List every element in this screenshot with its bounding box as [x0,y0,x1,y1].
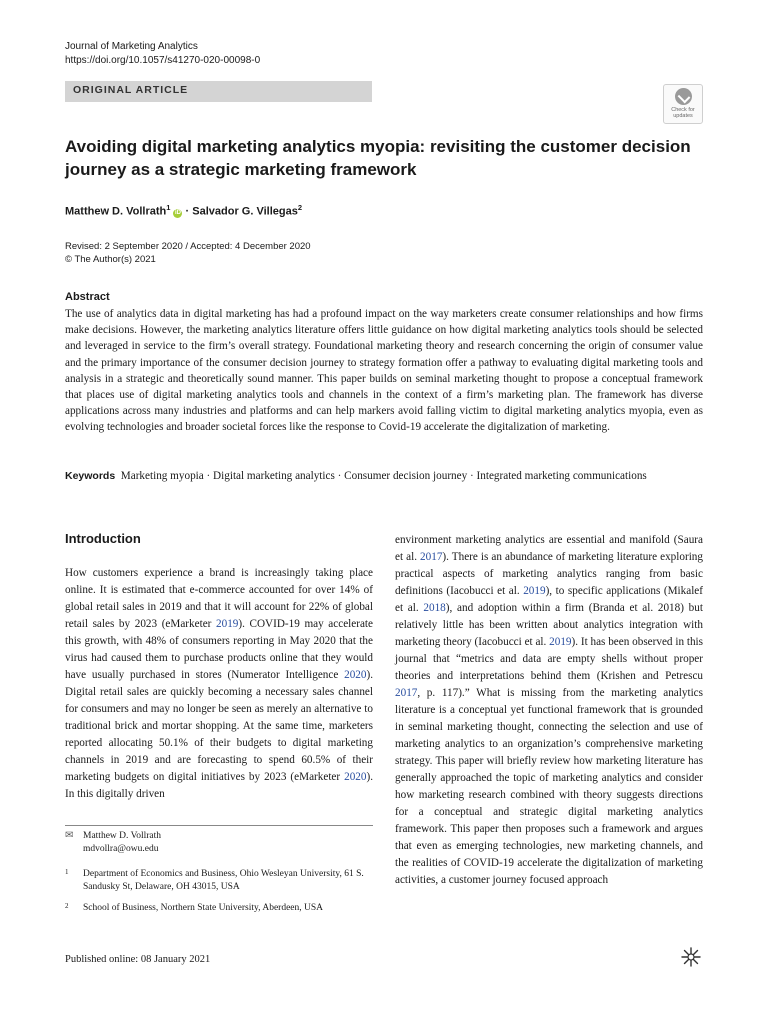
keywords-text: Marketing myopia · Digital marketing analytics · Consumer decision journey · Integrated marketing communications [120,470,647,482]
footnote-2-text: School of Business, Northern State University, Aberdeen, USA [83,903,324,913]
author-2[interactable]: Salvador G. Villegas [192,205,298,218]
citation-link[interactable]: 2017 [420,551,443,563]
author-separator: · [185,205,193,218]
citation-link[interactable]: 2019 [523,585,546,597]
article-type-label: ORIGINAL ARTICLE [73,84,189,96]
footnote-2 [65,902,365,915]
check-updates-line2: updates [673,113,693,119]
body-text: ), to specific applications (Mikalef et al. [395,585,703,614]
springer-horse-icon [680,946,702,968]
revised-accepted: Revised: 2 September 2020 / Accepted: 4 December 2020 [65,241,311,252]
published-date: Published online: 08 January 2021 [65,954,211,965]
corresponding-author [65,830,365,855]
citation-link[interactable]: 2020 [344,669,367,681]
abstract-text: The use of analytics data in digital marketing has had a profound impact on the way marketers create consumer relationships and how firms make decisions. However, the marketing analytics literature offers little guidance on how digital marketing analytics tools should be selected and leveraged in service to the firm’s overall strategy. Foundational marketing theory and research concerning the origin of consumer value and the primary importance of the consumer decision journey to strategy formation offer a pathway to evaluating digital marketing tools and analysis in a strategic and theoretically sound manner. This paper builds on seminal marketing thought to propose a conceptual framework that places use of digital marketing analytics tools and channels in the context of a firm’s marketing plan. The framework has diverse applications across many industries and platforms and can help markers avoid falling victim to digital marketing analytics myopia, even as evolving technologies and broader societal forces like the response to Covid-19 accelerate the digitalization of marketing. [65,308,703,434]
citation-link[interactable]: 2020 [344,771,367,783]
body-text: ), and adoption within a firm (Branda et al. 2018) but relatively little has been written about analytics integration with marketing theory (Iacobucci et al. [395,602,703,648]
check-updates-line1: Check for [671,107,695,113]
citation-link[interactable]: 2017 [395,687,418,699]
footnote-2-number: 2 [65,902,69,910]
doi-link[interactable]: https://doi.org/10.1057/s41270-020-00098-0 [65,55,261,66]
keywords [65,468,703,484]
footnote-1 [65,868,365,893]
author-list [65,203,302,218]
corresponding-name: Matthew D. Vollrath [83,831,162,841]
citation-link[interactable]: 2018 [423,602,446,614]
article-dates [65,240,311,266]
introduction-heading: Introduction [65,531,141,546]
intro-left-column [65,565,373,803]
body-text: How customers experience a brand is increasingly taking place online. It is estimated that e-commerce accounted for over 14% of global retail sales in 2019 and that it will account for 22% of global retail sales by 2023 (eMarketer [65,567,373,630]
journal-header [65,40,260,68]
citation-link[interactable]: 2019 [549,636,572,648]
body-text: ). Digital retail sales are quickly becoming a necessary sales channel for consumers and may no longer be seen as merely an alternative to traditional brick and mortar shopping. At the same time, marketers reported allocating 50.1% of their budgets to digital marketing channels in 2019 and are forecasting to spend 60.5% of their marketing budgets on digital initiatives by 2023 (eMarketer [65,669,373,783]
footnote-divider [65,825,373,826]
envelope-icon: ✉ [65,830,74,841]
body-text: , p. 117).” What is missing from the marketing analytics literature is a conceptual yet functional framework that is grounded in seminal marketing thought, connecting the selection and use of marketing analytics to an organization’s comprehensive marketing strategy. This paper will briefly review how marketing literature has generally approached the topic of marketing analytics and consider how marketing research combined with theory suggests directions for a conceptual and strategic digital marketing analytics framework. This paper then proposes such a framework and argues that even as emerging technologies, new marketing channels, and the realities of COVID-19 accelerate the digitalization of marketing activities, a customer journey focused approach [395,687,703,886]
journal-name: Journal of Marketing Analytics [65,41,198,52]
body-text: ). It has been observed in this journal that “metrics and data are empty shells without proper theories and interpretations behind them (Krishen and Petrescu [395,636,704,682]
corresponding-email[interactable]: mdvollra@owu.edu [83,843,159,854]
body-text: environment marketing analytics are essential and manifold (Saura et al. [395,534,703,563]
check-for-updates-badge[interactable] [663,84,703,124]
keywords-label: Keywords [65,470,116,482]
article-title: Avoiding digital marketing analytics myopia: revisiting the customer decision journey as a strategic marketing framework [65,137,691,179]
intro-right-column [395,532,703,889]
check-updates-icon [675,88,692,105]
footnote-1-number: 1 [65,868,69,876]
author-2-affil: 2 [297,203,303,212]
citation-link[interactable]: 2019 [216,618,239,630]
abstract-heading: Abstract [65,291,110,303]
body-text: ). COVID-19 may accelerate this growth, with 48% of consumers reporting in May 2020 that the virus had caused them to purchase products online that they would have usually purchased in stores (Numerator Intelligence [65,618,374,681]
footnote-1-text: Department of Economics and Business, Ohio Wesleyan University, 61 S. Sandusky St, Delaware, OH 43015, USA [83,869,364,892]
copyright: © The Author(s) 2021 [65,254,156,265]
author-1[interactable]: Matthew D. Vollrath [65,205,167,218]
body-text: ). In this digitally driven [65,771,373,800]
orcid-icon[interactable]: iD [174,209,181,216]
body-text: ). There is an abundance of marketing literature exploring practical aspects of marketing analytics ranging from basic definitions (Iacobucci et al. [395,551,703,597]
author-1-affil: 1 [166,203,171,212]
